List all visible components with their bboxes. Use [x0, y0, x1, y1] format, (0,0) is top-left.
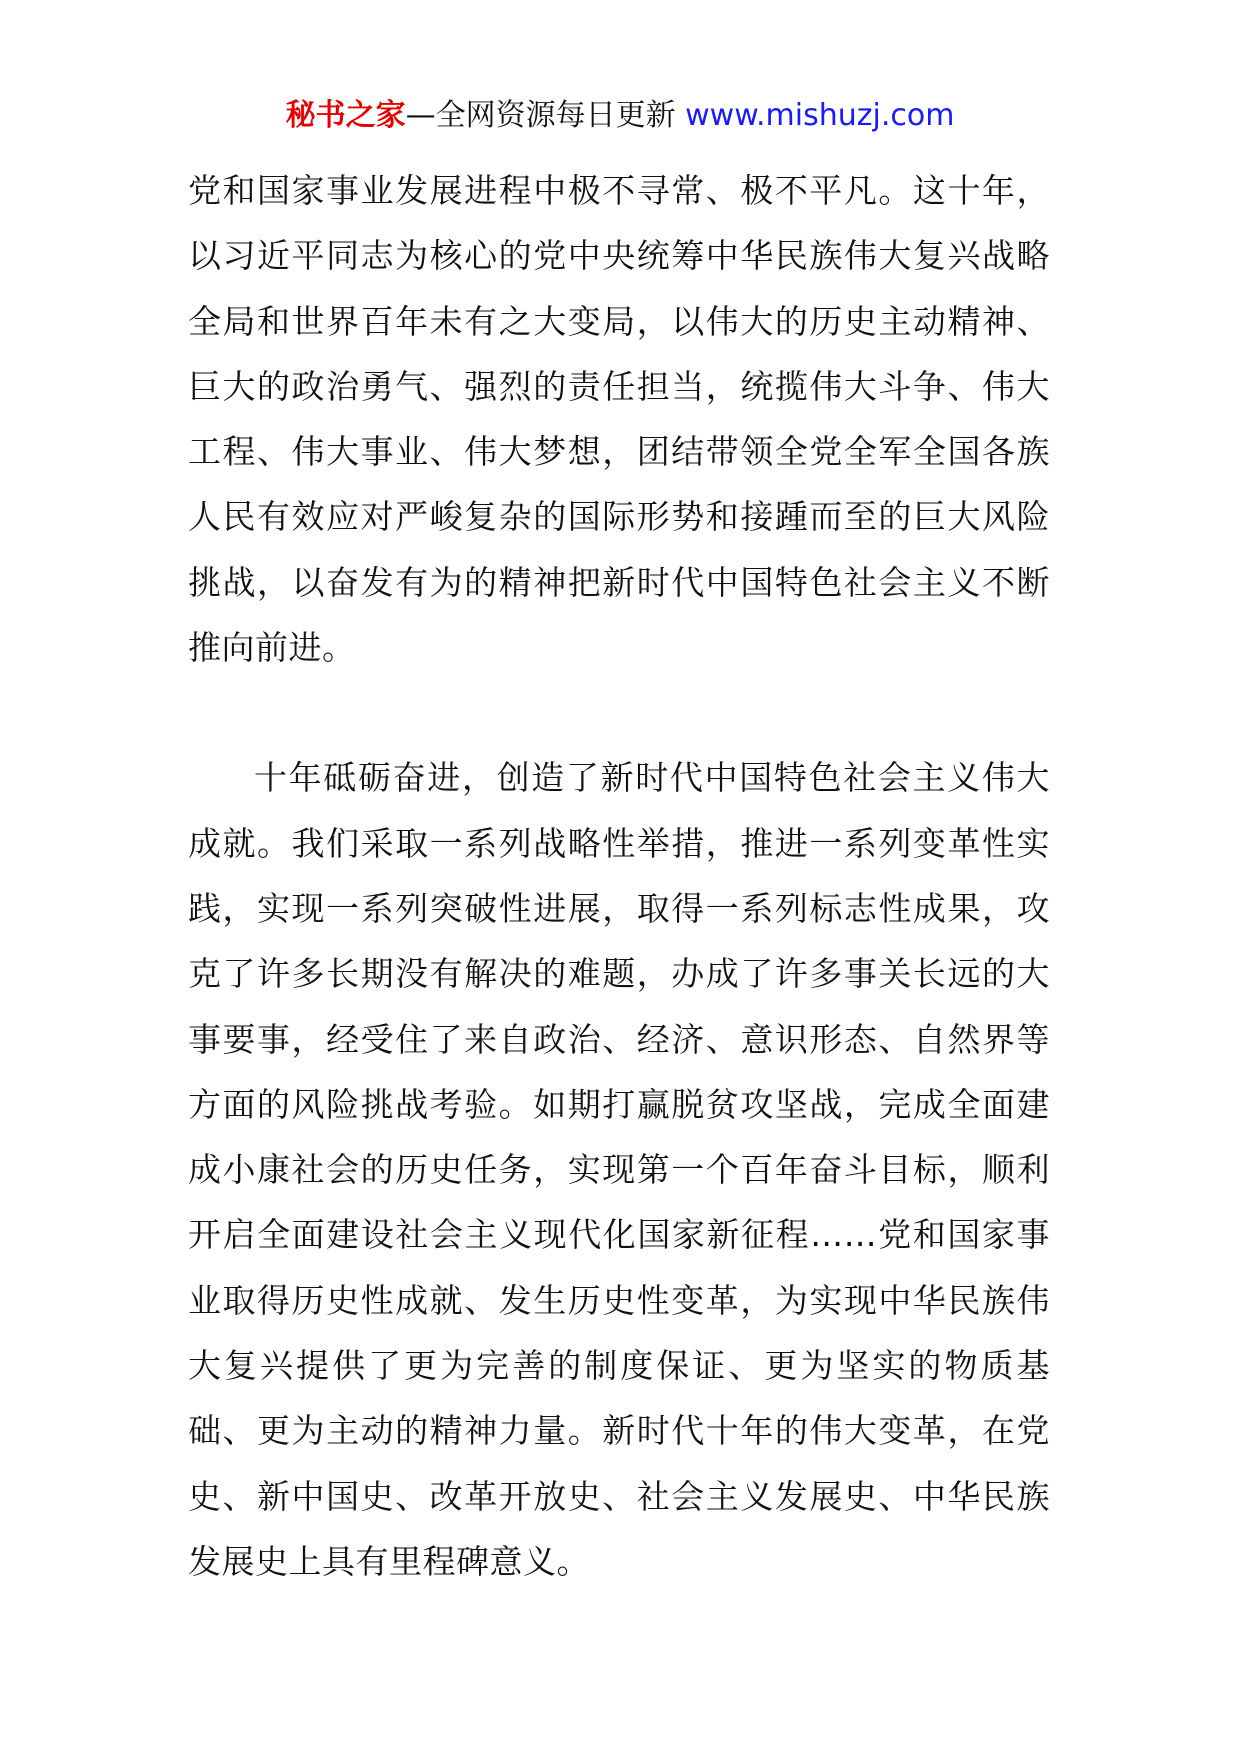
- brand-name: 秘书之家: [285, 98, 406, 133]
- paragraph-2: 十年砥砺奋进，创造了新时代中国特色社会主义伟大成就。我们采取一系列战略性举措，推进一系列变革性实践，实现一系列突破性进展，取得一系列标志性成果，攻克了许多长期没有解决的难题，办成了许多事关长远的大事要事，经受住了来自政治、经济、意识形态、自然界等方面的风险挑战考验。如期打赢脱贫攻坚战，完成全面建成小康社会的历史任务，实现第一个百年奋斗目标，顺利开启全面建设社会主义现代化国家新征程……党和国家事业取得历史性成就、发生历史性变革，为实现中华民族伟大复兴提供了更为完善的制度保证、更为坚实的物质基础、更为主动的精神力量。新时代十年的伟大变革，在党史、新中国史、改革开放史、社会主义发展史、中华民族发展史上具有里程碑意义。: [188, 758, 1050, 1581]
- page-header: [0, 96, 1240, 136]
- paragraph-1: 党和国家事业发展进程中极不寻常、极不平凡。这十年，以习近平同志为核心的党中央统筹中华民族伟大复兴战略全局和世界百年未有之大变局，以伟大的历史主动精神、巨大的政治勇气、强烈的责任担当，统揽伟大斗争、伟大工程、伟大事业、伟大梦想，团结带领全党全军全国各族人民有效应对严峻复杂的国际形势和接踵而至的巨大风险挑战，以奋发有为的精神把新时代中国特色社会主义不断推向前进。: [188, 171, 1050, 668]
- header-tagline: —全网资源每日更新: [405, 98, 676, 133]
- website-link[interactable]: www.mishuzj.com: [685, 98, 955, 133]
- document-body: [188, 158, 1050, 1594]
- paragraph-spacer: [188, 680, 1050, 745]
